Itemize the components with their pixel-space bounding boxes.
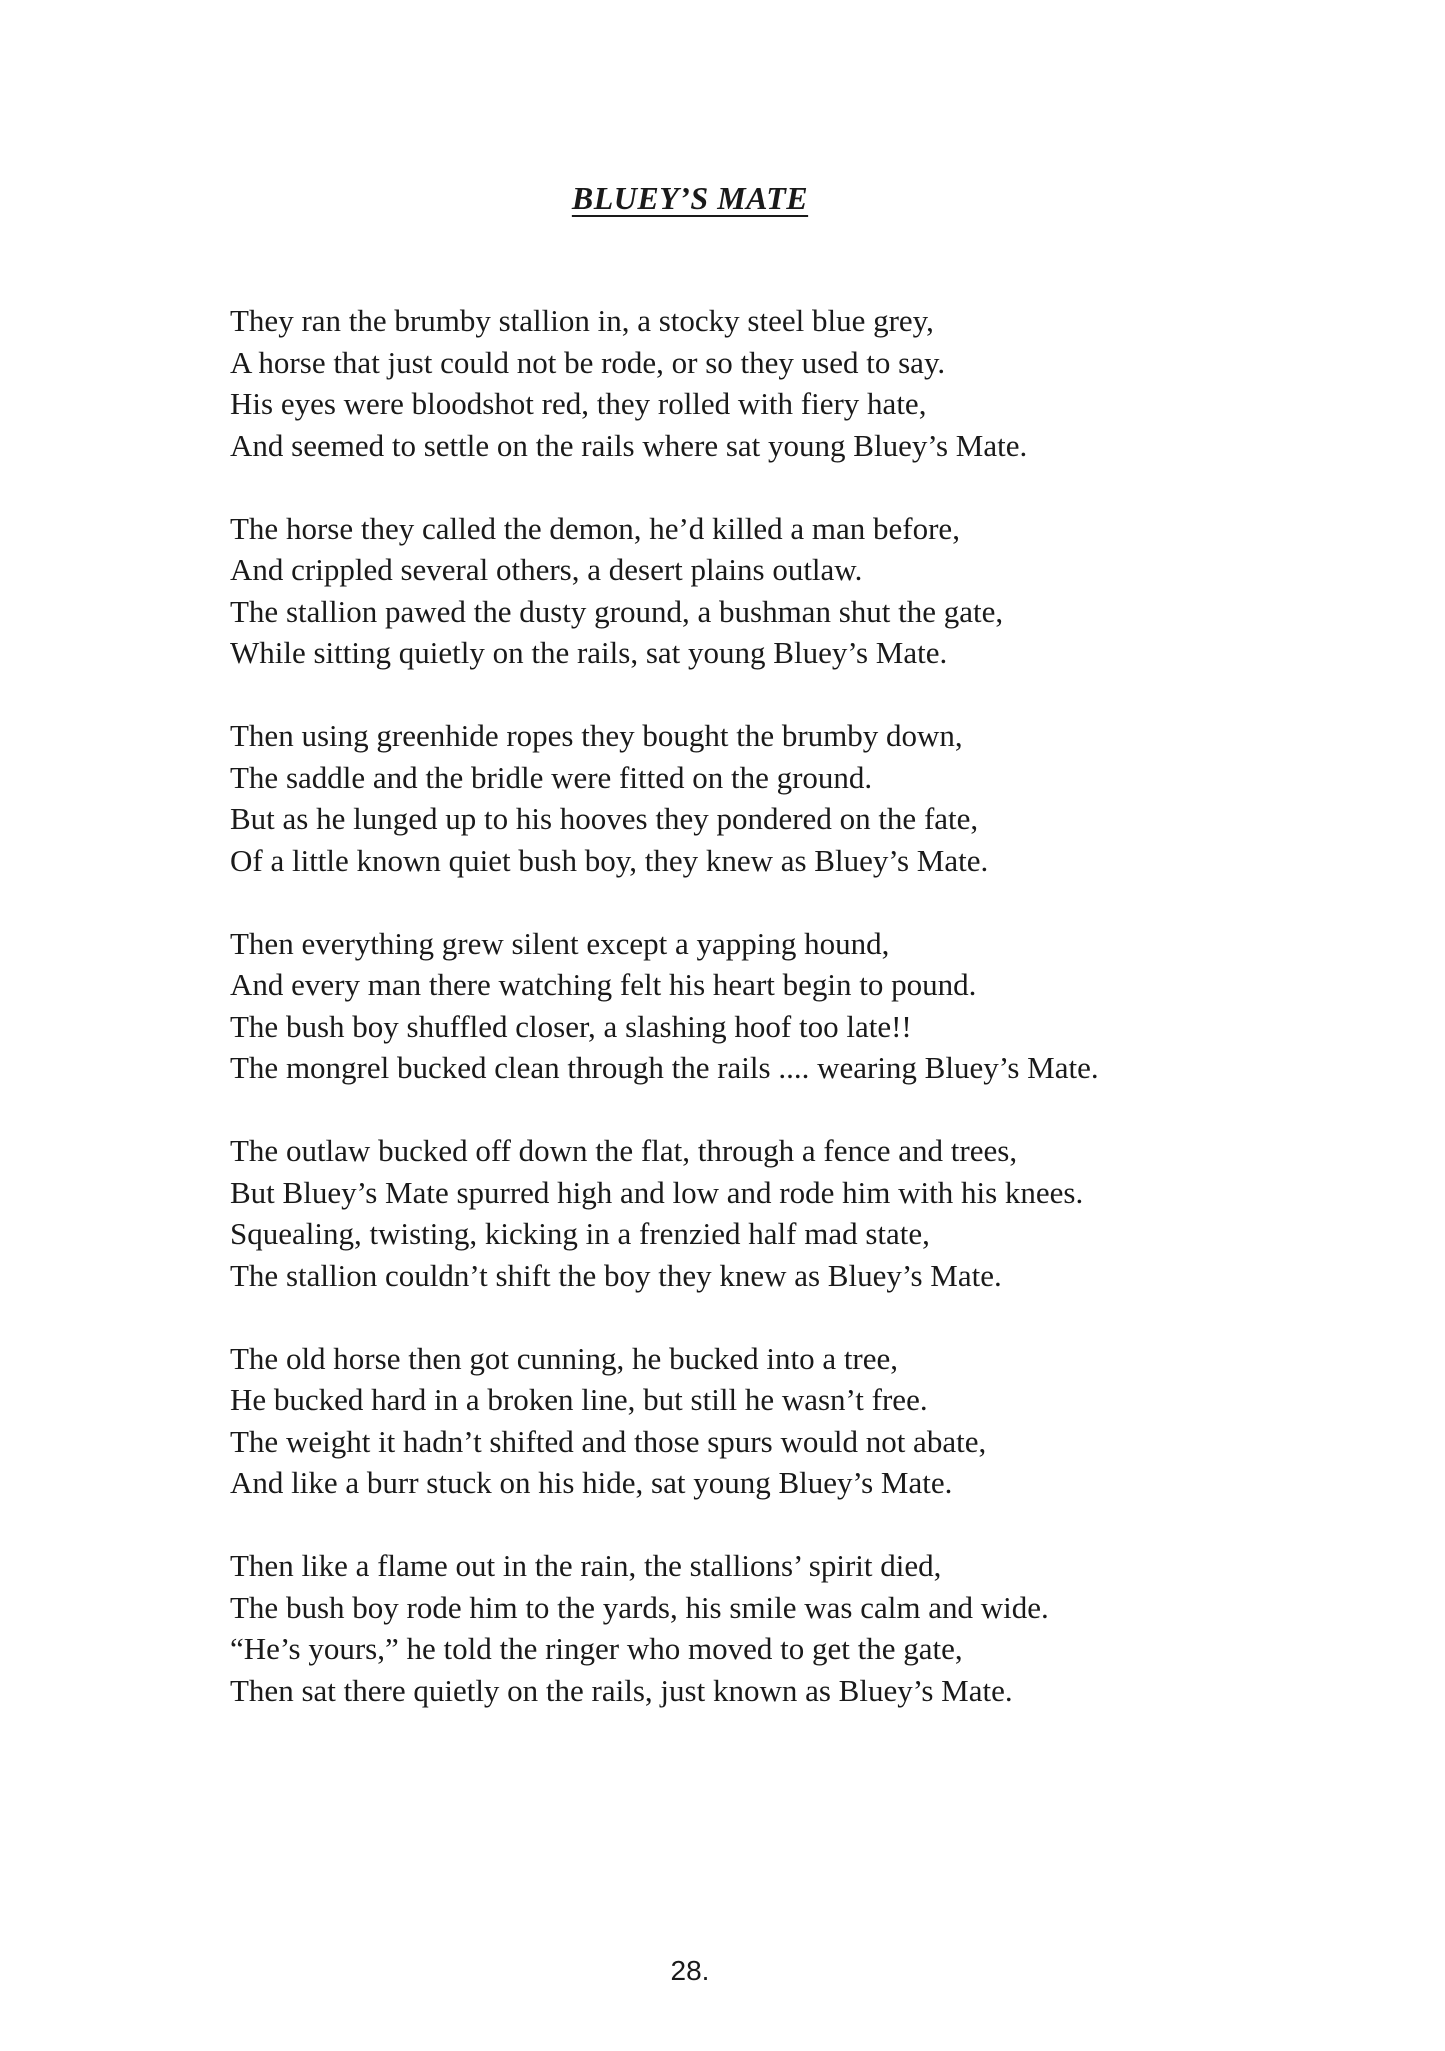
stanza bbox=[230, 923, 1350, 1089]
poem-line: The bush boy shuffled closer, a slashing hoof too late!! bbox=[230, 1008, 912, 1044]
poem-line: Of a little known quiet bush boy, they knew as Bluey’s Mate. bbox=[230, 842, 989, 878]
stanza bbox=[230, 1338, 1350, 1504]
poem-line: Then like a flame out in the rain, the stallions’ spirit died, bbox=[230, 1548, 942, 1583]
poem-line: Then everything grew silent except a yapping hound, bbox=[230, 925, 890, 961]
poem-line: But as he lunged up to his hooves they pondered on the fate, bbox=[230, 801, 979, 836]
poem-line: And like a burr stuck on his hide, sat young Bluey’s Mate. bbox=[230, 1465, 953, 1500]
poem-line: A horse that just could not be rode, or so they used to say. bbox=[230, 344, 946, 380]
poem-body bbox=[230, 300, 1350, 1753]
poem-line: The stallion pawed the dusty ground, a bushman shut the gate, bbox=[230, 593, 1004, 629]
poem-line: Then sat there quietly on the rails, just known as Bluey’s Mate. bbox=[230, 1672, 1013, 1708]
poem-line: And every man there watching felt his heart begin to pound. bbox=[230, 967, 977, 1002]
poem-line: The outlaw bucked off down the flat, through a fence and trees, bbox=[230, 1133, 1018, 1168]
poem-line: He bucked hard in a broken line, but still he wasn’t free. bbox=[230, 1382, 928, 1417]
poem-line: And seemed to settle on the rails where sat young Bluey’s Mate. bbox=[230, 427, 1028, 463]
poem-line: Squealing, twisting, kicking in a frenzied half mad state, bbox=[230, 1216, 930, 1251]
stanza bbox=[230, 300, 1350, 466]
stanza bbox=[230, 508, 1350, 674]
poem-line: The old horse then got cunning, he bucked into a tree, bbox=[230, 1340, 899, 1376]
poem-line: And crippled several others, a desert plains outlaw. bbox=[230, 552, 863, 587]
poem-line: His eyes were bloodshot red, they rolled with fiery hate, bbox=[230, 386, 927, 421]
stanza bbox=[230, 1545, 1350, 1711]
poem-line: The bush boy rode him to the yards, his smile was calm and wide. bbox=[230, 1589, 1049, 1625]
poem-line: The saddle and the bridle were fitted on the ground. bbox=[230, 759, 873, 795]
poem-line: They ran the brumby stallion in, a stocky steel blue grey, bbox=[230, 303, 934, 338]
poem-line: The stallion couldn’t shift the boy they knew as Bluey’s Mate. bbox=[230, 1257, 1002, 1293]
poem-title: BLUEY’S MATE bbox=[571, 180, 809, 216]
poem-line: Then using greenhide ropes they bought the brumby down, bbox=[230, 718, 963, 753]
poem-line: The horse they called the demon, he’d killed a man before, bbox=[230, 510, 960, 546]
stanza bbox=[230, 715, 1350, 881]
poem-line: The weight it hadn’t shifted and those spurs would not abate, bbox=[230, 1423, 987, 1459]
poem-line: While sitting quietly on the rails, sat young Bluey’s Mate. bbox=[230, 635, 948, 670]
poem-line: The mongrel bucked clean through the rails .... wearing Bluey’s Mate. bbox=[230, 1050, 1099, 1085]
poem-line: “He’s yours,” he told the ringer who moved to get the gate, bbox=[230, 1631, 963, 1666]
page-number: 28. bbox=[670, 1955, 710, 1986]
stanza bbox=[230, 1130, 1350, 1296]
poem-line: But Bluey’s Mate spurred high and low and rode him with his knees. bbox=[230, 1174, 1084, 1210]
